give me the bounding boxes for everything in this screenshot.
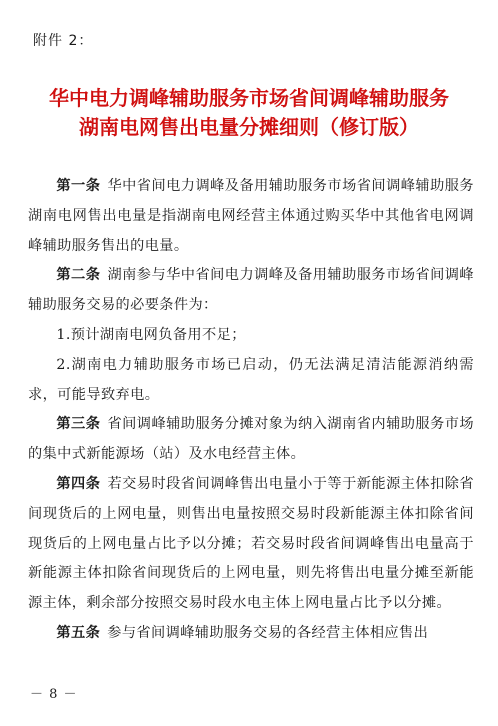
- paragraph-item-2: [28, 351, 474, 411]
- title-line-2: 湖南电网售出电量分摊细则（修订版）: [79, 115, 419, 139]
- article-heading: 第四条: [56, 475, 101, 492]
- paragraph-item-1: [28, 321, 474, 351]
- attachment-label: 附件 2：: [33, 33, 94, 49]
- paragraph-article-4: [28, 470, 474, 619]
- paragraph-text: 华中省间电力调峰及备用辅助服务市场省间调峰辅助服务湖南电网售出电量是指湖南电网经营主体通过购买华中其他省电网调峰辅助服务售出的电量。: [28, 178, 474, 254]
- paragraph-article-1: [28, 172, 474, 261]
- page-number: － 8 －: [30, 687, 78, 702]
- article-heading: 第二条: [56, 267, 101, 284]
- paragraph-text: 若交易时段省间调峰售出电量小于等于新能源主体扣除省间现货后的上网电量，则售出电量按照交易时段新能源主体扣除省间现货后的上网电量占比予以分摊；若交易时段省间调峰售出电量高于新能源主体扣除省间现货后的上网电量，则先将售出电量分摊至新能源主体，剩余部分按照交易时段水电主体上网电量占比予以分摊。: [28, 475, 474, 612]
- paragraph-text: 2.湖南电力辅助服务市场已启动，仍无法满足清洁能源消纳需求，可能导致弃电。: [28, 356, 474, 403]
- paragraph-text: 湖南参与华中省间电力调峰及备用辅助服务市场省间调峰辅助服务交易的必要条件为：: [28, 267, 474, 314]
- paragraph-text: 省间调峰辅助服务分摊对象为纳入湖南省内辅助服务市场的集中式新能源场（站）及水电经营主体。: [28, 416, 474, 463]
- document-body: [28, 172, 474, 649]
- title-line-1: 华中电力调峰辅助服务市场省间调峰辅助服务: [49, 86, 449, 110]
- paragraph-text: 1.预计湖南电网负备用不足；: [56, 326, 246, 343]
- article-heading: 第一条: [56, 178, 101, 194]
- paragraph-article-2: [28, 261, 474, 321]
- article-heading: 第五条: [56, 624, 101, 641]
- paragraph-article-3: [28, 410, 474, 470]
- paragraph-article-5: [28, 619, 474, 649]
- paragraph-text: 参与省间调峰辅助服务交易的各经营主体相应售出: [107, 624, 429, 641]
- article-heading: 第三条: [56, 416, 101, 433]
- document-title: [0, 84, 498, 142]
